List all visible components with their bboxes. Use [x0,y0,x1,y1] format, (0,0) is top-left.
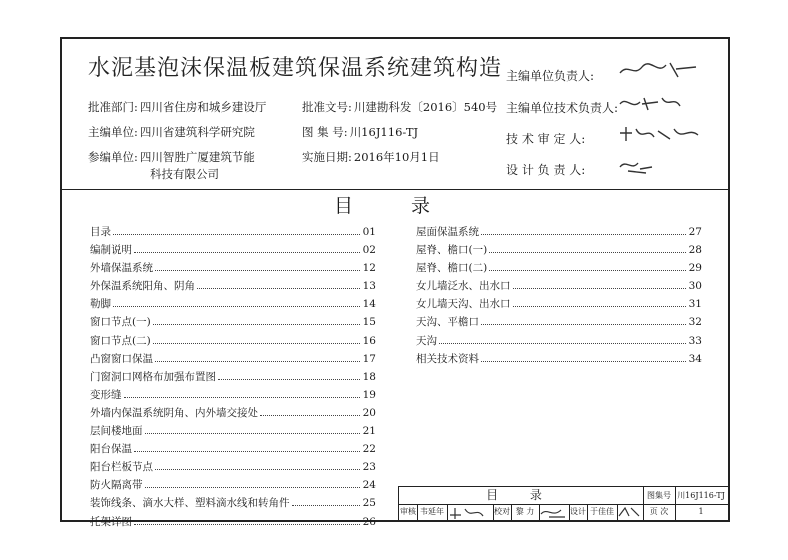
toc-item-page: 25 [362,497,376,510]
toc-item[interactable] [90,387,376,405]
toc-item[interactable] [416,351,702,369]
titleblock-page-label: 页 次 [643,504,676,520]
toc-item[interactable] [90,514,376,532]
approval-doc-label: 批准文号: [302,100,352,114]
toc-item-page: 13 [362,280,376,293]
toc-item-page: 14 [362,298,376,311]
toc-item[interactable] [90,296,376,314]
toc-item-page: 01 [362,226,376,238]
toc-item[interactable] [90,260,376,278]
title-block [398,486,728,520]
toc-item[interactable] [416,278,702,296]
participant-row [88,149,255,165]
editor-unit-label: 主编单位: [88,125,138,139]
toc-item-label: 外保温系统阳角、阴角 [90,280,195,293]
toc-item-label: 托架详图 [90,515,132,528]
titleblock-designer-label: 设计 [569,504,588,520]
toc-item-page: 23 [362,461,376,474]
handwritten-signature-1 [618,61,708,79]
approval-dept-label: 批准部门: [88,100,138,114]
toc-item-page: 30 [688,280,702,293]
drawing-sheet [60,37,730,528]
reviewer-signature [447,504,494,520]
toc-item[interactable] [90,278,376,296]
approval-dept-value: 四川省住房和城乡建设厅 [139,100,267,114]
participant-value-line2: 科技有限公司 [150,167,219,181]
participant-row-2 [148,166,219,182]
toc-item-label: 凸窗窗口保温 [90,352,153,365]
toc-item[interactable] [90,314,376,332]
toc-heading: 目 录 [333,195,457,217]
toc-item-page: 31 [688,298,702,311]
signature-design-lead: 设 计 负 责 人: [506,163,586,177]
handwritten-signature-2 [618,94,708,112]
toc-item-page: 26 [362,515,376,528]
designer-signature [617,504,644,520]
toc-item-label: 天沟、平檐口 [416,316,479,329]
handwritten-signature-3 [618,125,708,143]
toc-item-page: 20 [362,406,376,419]
toc-item[interactable] [90,333,376,351]
toc-column-left [90,224,376,532]
approval-doc-value: 川建勘科发〔2016〕540号 [353,100,498,114]
toc-item-page: 24 [362,479,376,492]
signature-chief-unit: 主编单位负责人: [506,69,595,83]
toc-item[interactable] [90,495,376,513]
toc-item-label: 层间楼地面 [90,425,143,438]
toc-item-label: 阳台保温 [90,443,132,456]
toc-item-label: 屋面保温系统 [416,226,479,238]
toc-item-label: 屋脊、檐口(二) [416,262,488,275]
toc-item-label: 防火隔离带 [90,479,143,492]
toc-item-label: 天沟 [416,334,437,347]
toc-item-label: 窗口节点(二) [90,334,151,347]
signature-chief-tech: 主编单位技术负责人: [506,101,619,115]
toc-item-label: 女儿墙泛水、出水口 [416,280,511,293]
toc-item-page: 16 [362,334,376,347]
toc-item-label: 阳台栏板节点 [90,461,153,474]
toc-item-page: 33 [688,334,702,347]
atlas-no-row [302,124,418,140]
participant-label: 参编单位: [88,150,138,164]
toc-item-page: 02 [362,244,376,257]
toc-item-label: 女儿墙天沟、出水口 [416,298,511,311]
toc-item-label: 外墙保温系统 [90,262,153,275]
toc-item-label: 屋脊、檐口(一) [416,244,488,257]
effective-date-label: 实施日期: [302,150,352,164]
handwritten-signature-4 [618,157,708,175]
toc-item-page: 34 [688,352,702,365]
document-title: 水泥基泡沫保温板建筑保温系统建筑构造 [88,56,503,81]
toc-item-page: 27 [688,226,702,238]
header-block [62,39,728,190]
toc-item-label: 窗口节点(一) [90,316,151,329]
toc-item[interactable] [90,405,376,423]
toc-item[interactable] [416,242,702,260]
participant-value-line1: 四川智胜广厦建筑节能 [139,150,255,164]
toc-item-page: 29 [688,262,702,275]
toc-item[interactable] [416,296,702,314]
titleblock-name: 目 录 [399,487,644,504]
toc-item[interactable] [416,260,702,278]
toc-item[interactable] [416,224,702,242]
toc-item[interactable] [416,333,702,351]
toc-item[interactable] [90,459,376,477]
signature-tech-review: 技 术 审 定 人: [506,132,586,146]
toc-item-page: 18 [362,370,376,383]
toc-item[interactable] [416,314,702,332]
toc-item[interactable] [90,369,376,387]
effective-date-value: 2016年10月1日 [353,150,440,164]
titleblock-checker-label: 校对 [493,504,512,520]
titleblock-checker: 黎 力 [511,504,540,520]
toc-item-label: 目录 [90,226,111,238]
toc-item-label: 相关技术资料 [416,352,479,365]
toc-item-page: 15 [362,316,376,329]
toc-item-label: 变形缝 [90,388,122,401]
toc-item-label: 装饰线条、滴水大样、塑料滴水线和转角件 [90,497,290,510]
checker-signature [539,504,570,520]
toc-item-label: 外墙内保温系统阴角、内外墙交接处 [90,406,258,419]
titleblock-atlas-no: 川16J116-TJ [677,491,725,500]
toc-column-right [416,224,702,369]
toc-item-label: 编制说明 [90,244,132,257]
titleblock-reviewer: 韦延年 [417,504,448,520]
toc-item-page: 12 [362,262,376,275]
editor-unit-row [88,124,255,140]
titleblock-page-no: 1 [698,507,704,516]
titleblock-reviewer-label: 审核 [399,504,418,520]
atlas-no-value: 川16J116-TJ [349,125,419,139]
toc-item[interactable] [90,351,376,369]
approval-dept-row [88,99,266,115]
toc-item[interactable] [90,477,376,495]
toc-item-label: 勒脚 [90,298,111,311]
toc-item-page: 22 [362,443,376,456]
toc-item[interactable] [90,224,376,242]
toc-item-page: 19 [362,388,376,401]
toc-item[interactable] [90,242,376,260]
toc-item-page: 21 [362,425,376,438]
titleblock-designer: 于佳佳 [587,504,618,520]
toc-item[interactable] [90,441,376,459]
toc-item-page: 28 [688,244,702,257]
editor-unit-value: 四川省建筑科学研究院 [139,125,255,139]
effective-date-row [302,149,440,165]
atlas-no-label: 图 集 号: [302,125,348,139]
titleblock-atlas-label: 图集号 [643,487,676,504]
toc-item-label: 门窗洞口网格布加强布置图 [90,370,216,383]
toc-item[interactable] [90,423,376,441]
approval-doc-row [302,99,497,115]
toc-item-page: 17 [362,352,376,365]
toc-item-page: 32 [688,316,702,329]
